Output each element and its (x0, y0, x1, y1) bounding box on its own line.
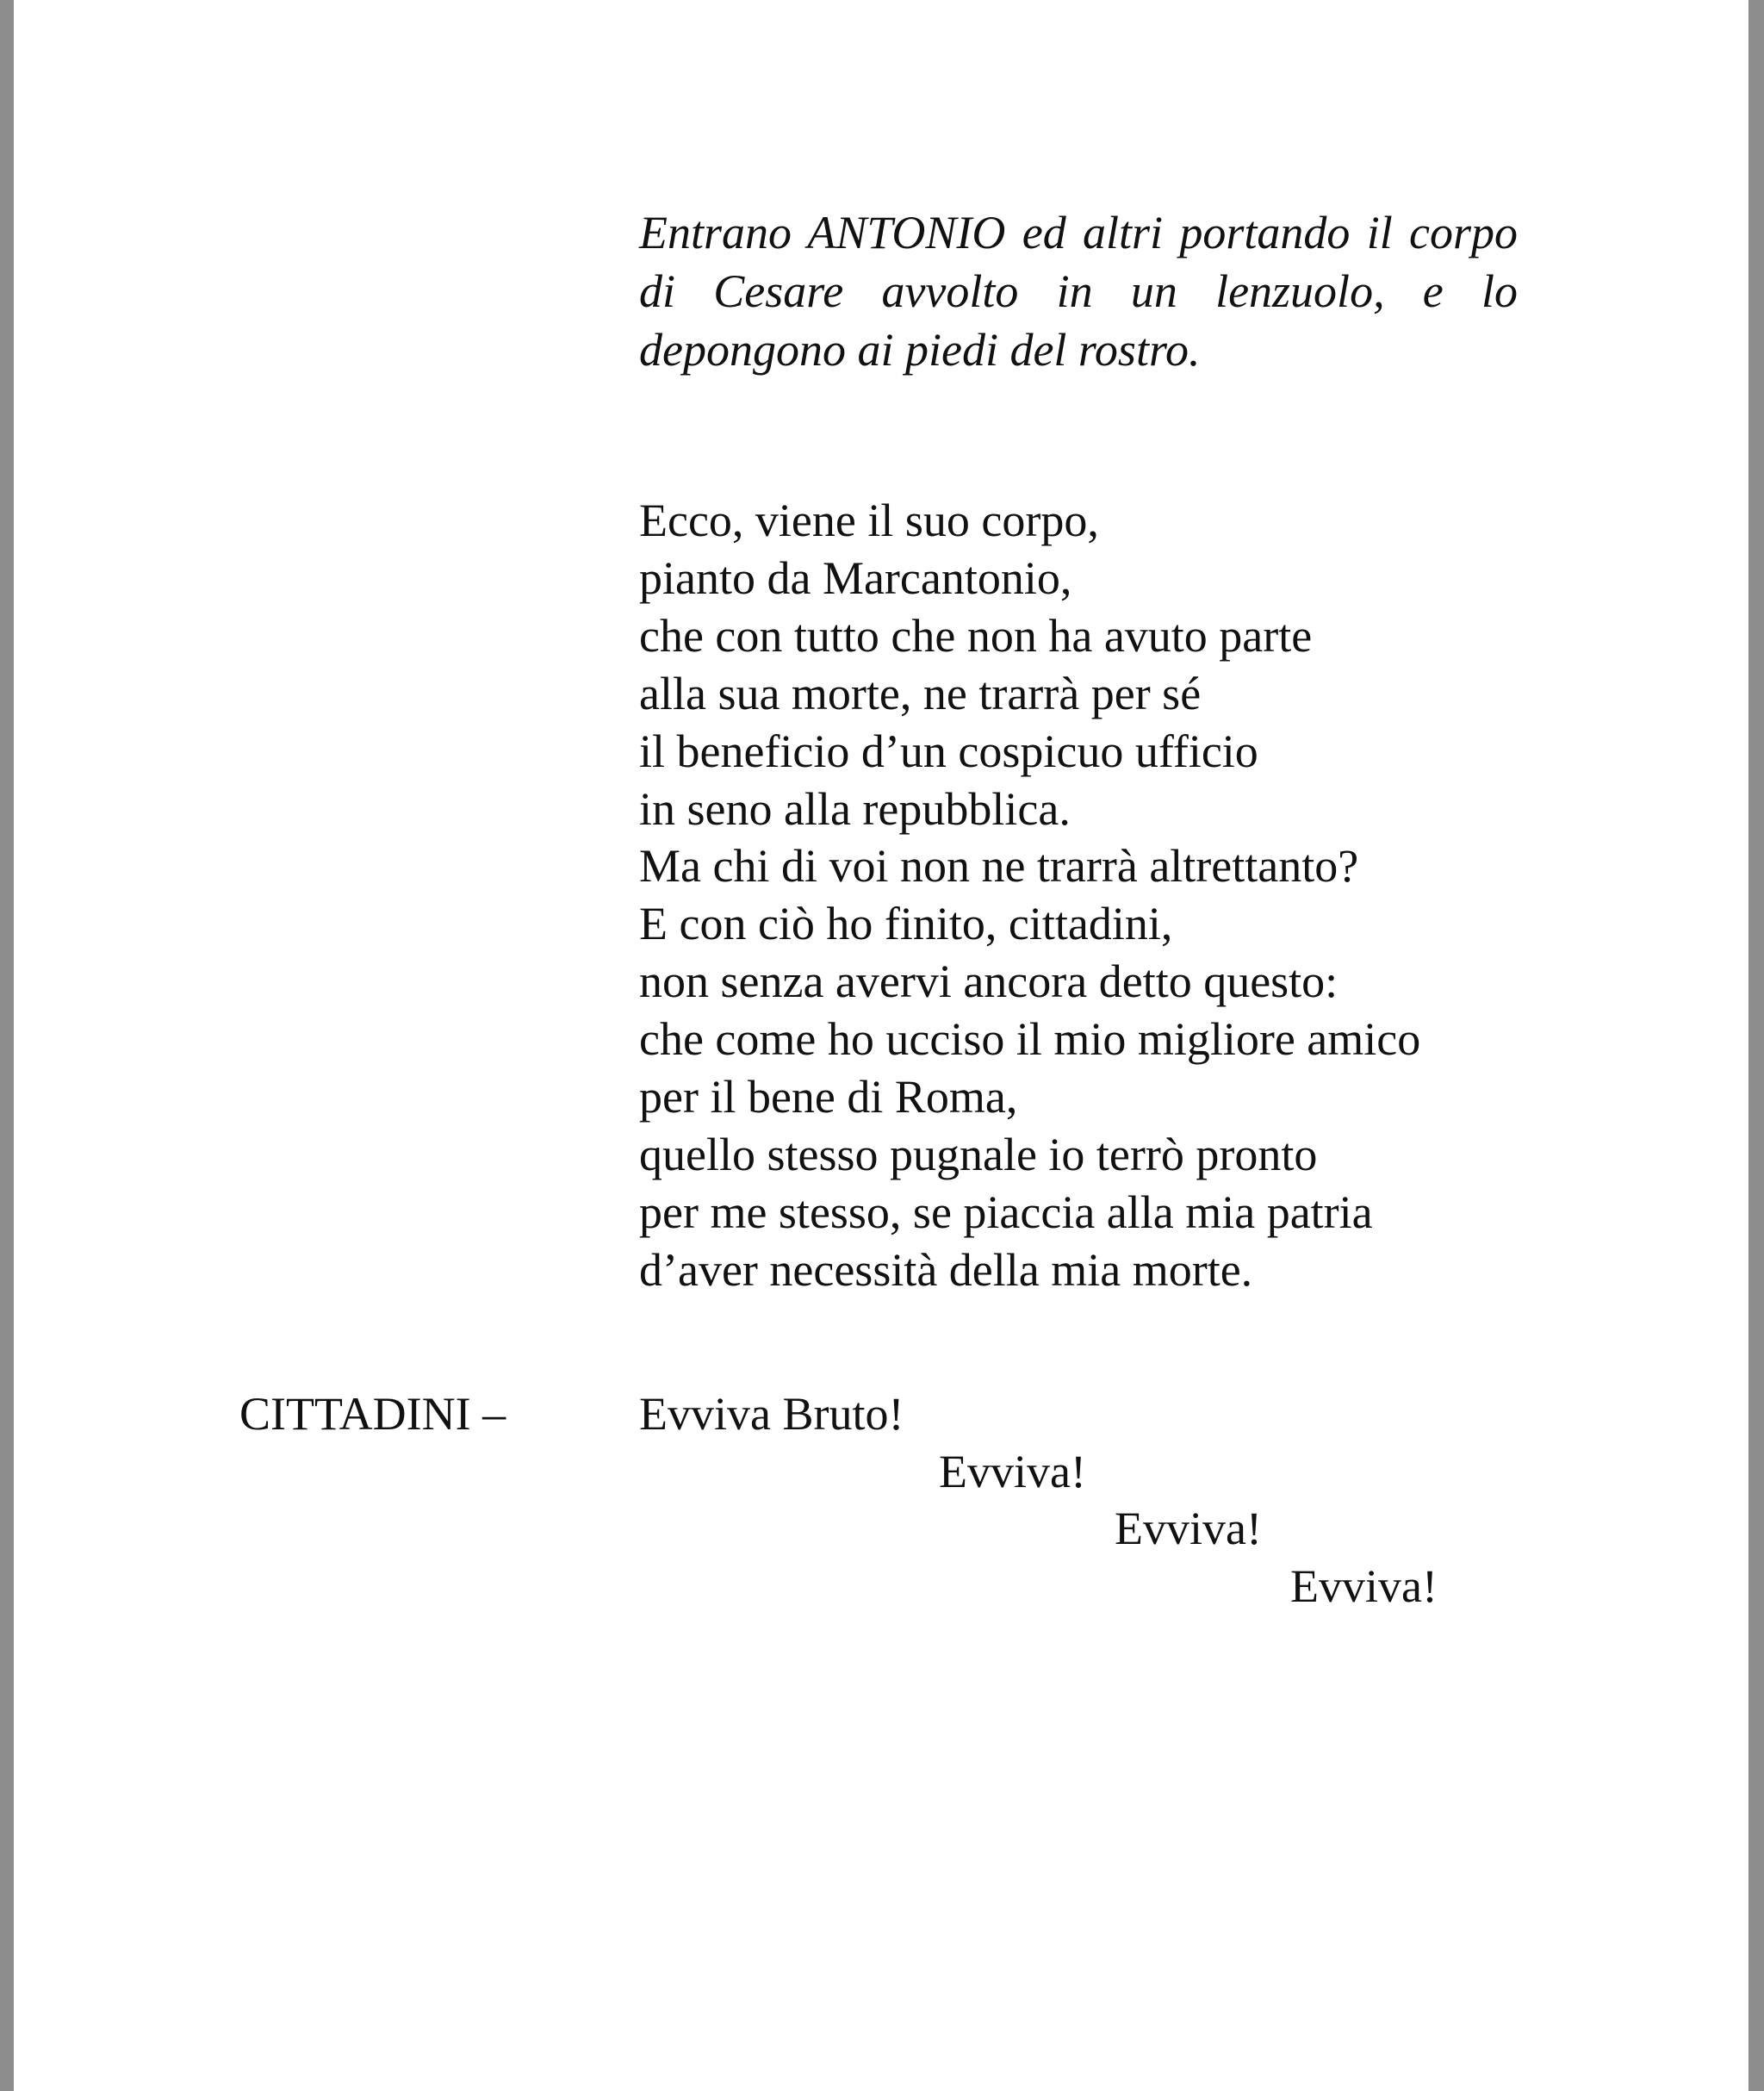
verse-line: Ma chi di voi non ne trarrà altrettanto? (639, 840, 1359, 893)
verse-line: pianto da Marcantonio, (639, 551, 1072, 604)
verse-line: E con ciò ho finito, cittadini, (639, 898, 1173, 950)
verse-line: quello stesso pugnale io terrò pronto (639, 1128, 1318, 1180)
left-frame-border (0, 0, 14, 2091)
verse-block (639, 492, 1655, 1299)
verse-line: non senza avervi ancora detto questo: (639, 955, 1339, 1008)
verse-line: Ecco, viene il suo corpo, (639, 495, 1099, 546)
verse-line: il beneficio d’un cospicuo ufficio (639, 725, 1258, 777)
stage-direction: Entrano ANTONIO ed altri portando il corpo di Cesare avvolto in un lenzuolo, e lo depongono ai piedi del rostro. (639, 207, 1518, 376)
cheer-line: Evviva! (1290, 1560, 1438, 1612)
speaker-name: CITTADINI – (239, 1388, 506, 1440)
verse-line: per me stesso, se piaccia alla mia patria (639, 1186, 1373, 1238)
verse-line: in seno alla repubblica. (639, 782, 1071, 835)
verse-line: che con tutto che non ha avuto parte (639, 609, 1313, 662)
right-frame-border (1748, 0, 1764, 2091)
verse-line: che come ho ucciso il mio migliore amico (639, 1013, 1421, 1066)
verse-line: alla sua morte, ne trarrà per sé (639, 667, 1202, 719)
verse-line: d’aver necessità della mia morte. (639, 1243, 1253, 1296)
verse-line: per il bene di Roma, (639, 1071, 1018, 1123)
cheer-line: Evviva Bruto! (639, 1388, 904, 1440)
cheer-line: Evviva! (1115, 1503, 1262, 1554)
cheer-line: Evviva! (939, 1446, 1086, 1497)
